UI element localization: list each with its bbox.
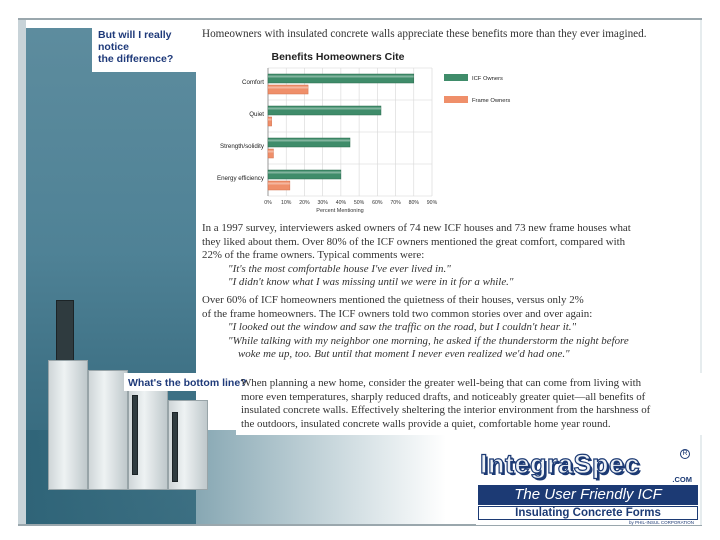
bar (268, 85, 308, 94)
bar-highlight (268, 76, 414, 78)
quote-line: woke me up, too. But until that moment I never even realized we'd had one." (238, 348, 570, 361)
x-tick-label: 80% (408, 200, 419, 206)
bar (268, 117, 272, 126)
bar-highlight (268, 183, 290, 185)
frame-left-border (18, 20, 26, 525)
bottom-line-question: What's the bottom line? (128, 377, 247, 389)
frame-right-border (700, 20, 702, 525)
chart-legend (444, 74, 510, 104)
icf-blocks-illustration (36, 300, 236, 500)
logo-subtitle: Insulating Concrete Forms (478, 506, 698, 520)
text-line: they liked about them. Over 80% of the ICF owners mentioned the great comfort, compared with (202, 235, 626, 248)
bar-highlight (268, 119, 272, 121)
survey-paragraph (202, 222, 692, 290)
logo-byline: by PHIL-INSUL CORPORATION (628, 520, 694, 525)
text-line: Over 60% of ICF homeowners mentioned the quietness of their houses, versus only 2% (202, 294, 584, 306)
bar (268, 170, 341, 179)
chart-category-labels (217, 79, 265, 182)
legend-swatch (444, 96, 468, 103)
category-label: Quiet (249, 111, 264, 118)
quote-line: "It's the most comfortable house I've ever lived in." (228, 262, 451, 275)
bar-highlight (268, 108, 381, 110)
text-line: 22% of the frame owners. Typical comments were: (202, 249, 425, 262)
x-tick-label: 30% (317, 200, 328, 206)
x-tick-label: 10% (281, 200, 292, 206)
registered-mark-icon: R (680, 449, 690, 459)
category-label: Comfort (241, 79, 264, 86)
frame-top-border (18, 18, 702, 20)
benefits-bar-chart (206, 46, 526, 222)
chart-title: Benefits Homeowners Cite (271, 51, 405, 63)
chart-tick-labels (264, 200, 437, 206)
bar (268, 106, 381, 115)
bar-highlight (268, 151, 273, 153)
chart-x-axis-label: Percent Mentioning (316, 208, 364, 214)
x-tick-label: 90% (426, 200, 438, 206)
bar (268, 138, 350, 147)
x-tick-label: 70% (390, 200, 401, 206)
category-label: Strength/solidity (219, 143, 264, 150)
x-tick-label: 60% (372, 200, 383, 206)
quote-line: "While talking with my neighbor one morning, he asked if the thunderstorm the night before (228, 334, 629, 347)
sidebar-question-line2: the difference? (98, 53, 174, 65)
legend-label: Frame Owners (472, 98, 511, 104)
x-tick-label: 0% (264, 200, 272, 206)
intro-heading: Homeowners with insulated concrete walls appreciate these benefits more than they ever imagined. (202, 28, 647, 40)
bar (268, 149, 273, 158)
text-line: When planning a new home, consider the greater well-being that can come from living with (241, 377, 642, 389)
logo-domain: .COM (672, 475, 692, 484)
sidebar-question-line1: But will I really notice (98, 29, 172, 53)
quote-line: "I looked out the window and saw the traffic on the road, but I couldn't hear it." (228, 321, 577, 334)
text-line: more even temperatures, sharply reduced drafts, and noticeably greater quiet—all benefits of (241, 390, 646, 403)
legend-swatch (444, 74, 468, 81)
bar (268, 74, 414, 83)
bottom-line-paragraph (241, 377, 701, 431)
bar-highlight (268, 140, 350, 142)
x-tick-label: 40% (335, 200, 347, 206)
text-line: of the frame homeowners. The ICF owners told two common stories over and over again: (202, 307, 593, 320)
x-tick-label: 50% (353, 200, 365, 206)
text-line: In a 1997 survey, interviewers asked owners of 74 new ICF houses and 73 new frame houses what (202, 222, 631, 234)
category-label: Energy efficiency (216, 175, 264, 182)
bar-highlight (268, 172, 341, 174)
bar (268, 181, 290, 190)
quote-line: "I didn't know what I was missing until we were in it for a while." (228, 276, 514, 289)
text-line: insulated concrete walls. Effectively sheltering the interior environment from the harshness of (241, 404, 651, 417)
bar-highlight (268, 87, 308, 89)
logo-brand-name: IntegraSpec (480, 449, 641, 479)
quietness-paragraph (202, 294, 692, 362)
text-line: the outdoors, insulated concrete walls provide a quiet, comfortable home year round. (241, 417, 611, 430)
legend-label: ICF Owners (472, 76, 503, 82)
logo-tagline: The User Friendly ICF (478, 485, 698, 505)
integraspec-logo (476, 445, 700, 525)
x-tick-label: 20% (299, 200, 310, 206)
